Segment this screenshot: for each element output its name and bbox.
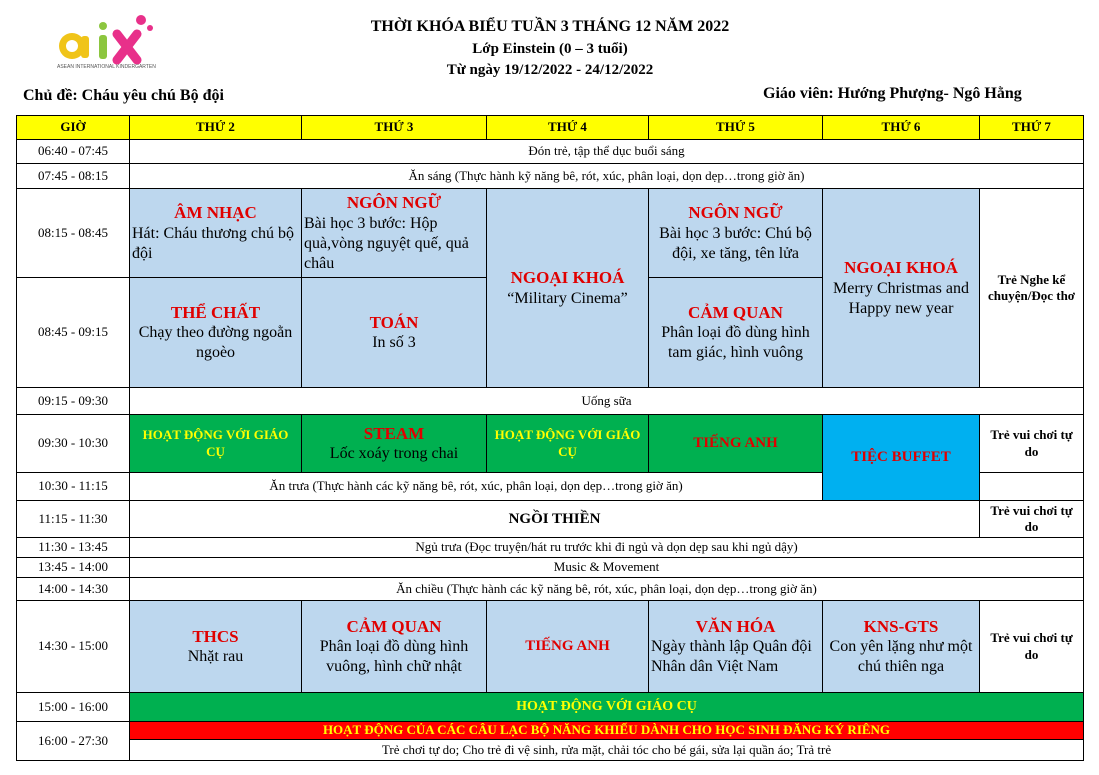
lesson-subject: NGOẠI KHOÁ [844,258,958,278]
lesson-detail: Con yên lặng như một chú thiên nga [829,638,973,676]
lesson-detail: Ngày thành lập Quân đội Nhân dân Việt Nam [651,638,812,676]
club-activity-cell: HOẠT ĐỘNG CỦA CÁC CÂU LẠC BỘ NĂNG KHIẾU DÀNH CHO HỌC SINH ĐĂNG KÝ RIÊNG [130,722,1084,740]
timetable [16,115,1084,761]
lesson-cell [130,278,302,388]
lesson-subject: THỂ CHẤT [170,302,261,322]
lesson-detail: Chạy theo đường ngoằn ngoèo [138,324,293,362]
sat-activity: Trẻ vui chơi tự do [980,601,1084,693]
lesson-subject: NGÔN NGỮ [346,193,442,213]
lesson-subject: CẢM QUAN [346,616,442,636]
empty-cell [980,473,1084,501]
col-time: GIỜ [17,116,130,140]
lesson-detail: Phân loại đồ dùng hình tam giác, hình vuông [661,324,810,362]
lesson-cell [302,189,487,278]
time-cell: 15:00 - 16:00 [17,693,130,722]
table-row [17,722,1084,740]
logo-subtext: ASEAN INTERNATIONAL KINDERGARTEN [57,64,156,70]
table-row [17,601,1084,693]
activity-cell: Đón trẻ, tập thể dục buổi sáng [130,140,1084,164]
lesson-subject: THCS [192,626,239,646]
activity-cell: Ăn chiều (Thực hành các kỹ năng bê, rót, xúc, phân loại, dọn dẹp…trong giờ ăn) [130,578,1084,601]
table-row [17,140,1084,164]
table-row [17,189,1084,278]
lesson-detail: Bài học 3 bước: Chú bộ đội, xe tăng, tên lửa [659,224,812,262]
date-range: Từ ngày 19/12/2022 - 24/12/2022 [446,62,654,78]
table-row [17,538,1084,558]
activity-cell: HOẠT ĐỘNG VỚI GIÁO CỤ [487,415,649,473]
table-row [17,415,1084,473]
time-cell: 08:45 - 09:15 [17,278,130,388]
lesson-cell [487,189,649,388]
table-row [17,693,1084,722]
lesson-cell [302,601,487,693]
activity-cell: HOẠT ĐỘNG VỚI GIÁO CỤ [130,693,1084,722]
time-cell: 07:45 - 08:15 [17,164,130,189]
lesson-subject: ÂM NHẠC [174,203,257,223]
lesson-detail: Bài học 3 bước: Hộp quà,vòng nguyệt quế, quả châu [304,214,469,272]
col-wed: THỨ 4 [487,116,649,140]
table-row [17,740,1084,761]
col-mon: THỨ 2 [130,116,302,140]
lesson-cell [130,189,302,278]
table-row [17,558,1084,578]
table-row [17,578,1084,601]
lesson-cell [302,278,487,388]
lesson-cell [649,278,823,388]
time-cell: 09:30 - 10:30 [17,415,130,473]
lesson-subject: TOÁN [369,312,419,332]
lesson-cell [823,189,980,388]
topic: Chủ đề: Cháu yêu chú Bộ đội [23,87,224,104]
activity-cell: Uống sữa [130,388,1084,415]
aik-logo [55,8,160,74]
col-sat: THỨ 7 [980,116,1084,140]
activity-cell: Ngủ trưa (Đọc truyện/hát ru trước khi đi ngủ và dọn dẹp sau khi ngủ dậy) [130,538,1084,558]
lesson-detail: Phân loại đồ dùng hình vuông, hình chữ nhật [319,638,469,676]
lesson-subject: STEAM [363,423,425,443]
activity-cell: Ăn trưa (Thực hành các kỹ năng bê, rót, xúc, phân loại, dọn dẹp…trong giờ ăn) [130,473,823,501]
buffet-cell: TIỆC BUFFET [823,415,980,501]
lesson-detail: Lốc xoáy trong chai [329,445,459,463]
col-fri: THỨ 6 [823,116,980,140]
time-cell: 11:15 - 11:30 [17,501,130,538]
time-cell: 06:40 - 07:45 [17,140,130,164]
col-tue: THỨ 3 [302,116,487,140]
activity-cell: Trẻ chơi tự do; Cho trẻ đi vệ sinh, rửa mặt, chải tóc cho bé gái, sửa lại quần áo; Trả trẻ [130,740,1084,761]
activity-cell: Ăn sáng (Thực hành kỹ năng bê, rót, xúc, phân loại, dọn dẹp…trong giờ ăn) [130,164,1084,189]
col-thu: THỨ 5 [649,116,823,140]
time-cell: 10:30 - 11:15 [17,473,130,501]
lesson-subject: NGOẠI KHOÁ [510,268,625,288]
sat-activity: Trẻ vui chơi tự do [980,415,1084,473]
lesson-subject: CẢM QUAN [688,302,783,322]
teacher: Giáo viên: Hướng Phượng- Ngô Hằng [763,85,1022,102]
activity-cell: TIẾNG ANH [487,601,649,693]
lesson-subject: VĂN HÓA [695,616,776,636]
lesson-detail: Hát: Cháu thương chú bộ đội [132,224,294,262]
activity-cell: TIẾNG ANH [649,415,823,473]
table-row [17,164,1084,189]
activity-cell: HOẠT ĐỘNG VỚI GIÁO CỤ [130,415,302,473]
time-cell: 14:00 - 14:30 [17,578,130,601]
table-row [17,501,1084,538]
class-name: Lớp Einstein (0 – 3 tuổi) [472,41,628,57]
lesson-subject: NGÔN NGỮ [688,203,783,223]
lesson-subject: KNS-GTS [863,616,939,636]
lesson-cell [302,415,487,473]
lesson-detail: Merry Christmas and Happy new year [833,279,969,317]
lesson-detail: “Military Cinema” [507,289,628,307]
time-cell: 16:00 - 27:30 [17,722,130,761]
sat-activity: Trẻ Nghe kể chuyện/Đọc thơ [980,189,1084,388]
lesson-cell [130,601,302,693]
page-title: THỜI KHÓA BIỂU TUẦN 3 THÁNG 12 NĂM 2022 [370,18,730,35]
time-cell: 13:45 - 14:00 [17,558,130,578]
lesson-cell [823,601,980,693]
time-cell: 11:30 - 13:45 [17,538,130,558]
lesson-cell [649,601,823,693]
header-row [17,116,1084,140]
lesson-detail: In số 3 [372,334,416,352]
time-cell: 09:15 - 09:30 [17,388,130,415]
activity-cell: Music & Movement [130,558,1084,578]
time-cell: 08:15 - 08:45 [17,189,130,278]
table-row [17,388,1084,415]
time-cell: 14:30 - 15:00 [17,601,130,693]
lesson-detail: Nhặt rau [187,648,244,666]
sat-activity: Trẻ vui chơi tự do [980,501,1084,538]
activity-cell: NGỒI THIỀN [130,501,980,538]
lesson-cell [649,189,823,278]
